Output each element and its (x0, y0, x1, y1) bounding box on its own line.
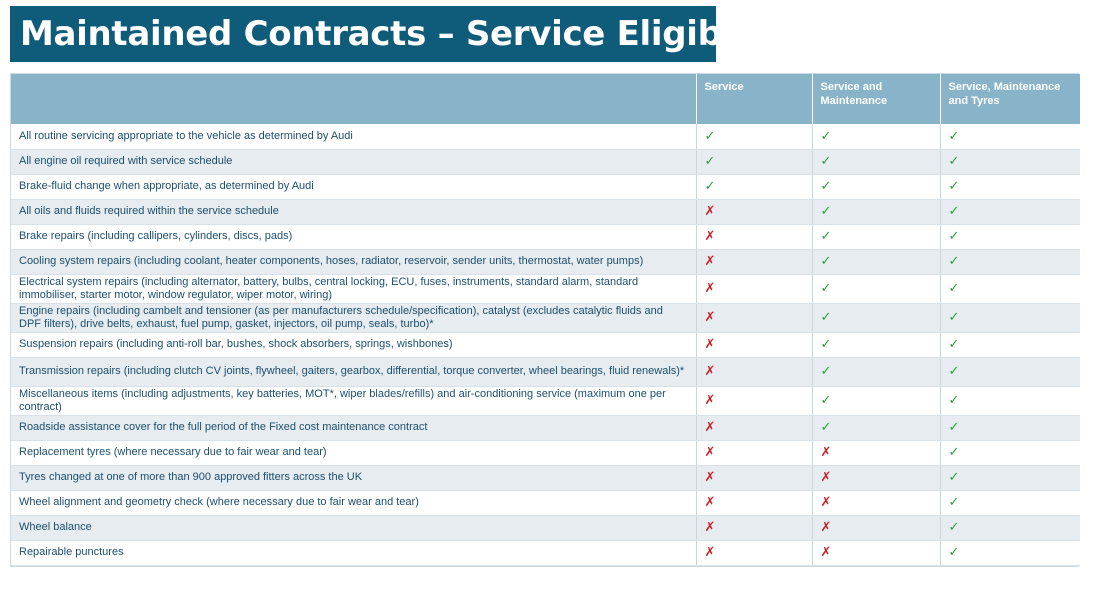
check-icon: ✓ (704, 153, 716, 168)
cell-service-maintenance-tyres (940, 515, 1080, 540)
row-label: Wheel alignment and geometry check (where necessary due to fair wear and tear) (11, 490, 696, 515)
check-icon: ✓ (948, 178, 960, 193)
table-row (11, 540, 1080, 565)
table-row (11, 515, 1080, 540)
cell-service (696, 249, 812, 274)
row-label: Repairable punctures (11, 540, 696, 565)
row-label: Cooling system repairs (including coolant, heater components, hoses, radiator, reservoir, sender units, thermostat, water pumps) (11, 249, 696, 274)
cell-service-maintenance (812, 303, 940, 332)
cell-service-maintenance-tyres (940, 149, 1080, 174)
row-label: All routine servicing appropriate to the vehicle as determined by Audi (11, 124, 696, 149)
cell-service (696, 357, 812, 386)
cross-icon: ✗ (704, 203, 716, 218)
check-icon: ✓ (820, 178, 832, 193)
check-icon: ✓ (820, 392, 832, 407)
cell-service-maintenance (812, 386, 940, 415)
cross-icon: ✗ (704, 253, 716, 268)
table-row (11, 357, 1080, 386)
cross-icon: ✗ (704, 444, 716, 459)
check-icon: ✓ (948, 228, 960, 243)
cell-service-maintenance-tyres (940, 249, 1080, 274)
page-title: Maintained Contracts – Service Eligibility (20, 14, 794, 54)
table-row (11, 440, 1080, 465)
table-body (11, 124, 1080, 565)
cell-service-maintenance-tyres (940, 490, 1080, 515)
check-icon: ✓ (820, 228, 832, 243)
table-row (11, 465, 1080, 490)
cross-icon: ✗ (820, 544, 832, 559)
cross-icon: ✗ (704, 280, 716, 295)
check-icon: ✓ (948, 280, 960, 295)
cell-service-maintenance-tyres (940, 224, 1080, 249)
check-icon: ✓ (948, 392, 960, 407)
cell-service (696, 303, 812, 332)
cell-service (696, 174, 812, 199)
cross-icon: ✗ (704, 519, 716, 534)
check-icon: ✓ (820, 253, 832, 268)
check-icon: ✓ (820, 309, 832, 324)
row-label: Transmission repairs (including clutch CV joints, flywheel, gaiters, gearbox, differential, torque converter, wheel bearings, fluid renewals)* (11, 357, 696, 386)
cell-service-maintenance (812, 465, 940, 490)
cross-icon: ✗ (704, 363, 716, 378)
header-service-maintenance: Service and Maintenance (812, 74, 940, 124)
table-row (11, 149, 1080, 174)
check-icon: ✓ (948, 127, 960, 143)
row-label: All engine oil required with service schedule (11, 149, 696, 174)
check-icon: ✓ (948, 153, 960, 168)
cell-service (696, 274, 812, 303)
cross-icon: ✗ (704, 336, 716, 351)
table-row (11, 199, 1080, 224)
cell-service (696, 386, 812, 415)
cell-service (696, 540, 812, 565)
table-row (11, 274, 1080, 303)
cell-service-maintenance (812, 357, 940, 386)
check-icon: ✓ (948, 469, 960, 484)
check-icon: ✓ (948, 309, 960, 324)
cell-service-maintenance-tyres (940, 274, 1080, 303)
cell-service-maintenance (812, 490, 940, 515)
table-row (11, 303, 1080, 332)
cell-service-maintenance-tyres (940, 415, 1080, 440)
row-label: Engine repairs (including cambelt and tensioner (as per manufacturers schedule/specification), catalyst (excludes catalytic fluids and DPF filters), drive belts, exhaust, fuel pump, gasket, injectors, oil pump, seals, turbo)* (11, 303, 696, 332)
cross-icon: ✗ (704, 228, 716, 243)
cell-service (696, 415, 812, 440)
table-row (11, 124, 1080, 149)
table-row (11, 490, 1080, 515)
row-label: Roadside assistance cover for the full period of the Fixed cost maintenance contract (11, 415, 696, 440)
cell-service-maintenance (812, 274, 940, 303)
check-icon: ✓ (820, 127, 832, 143)
table-row (11, 249, 1080, 274)
table-row (11, 386, 1080, 415)
cell-service (696, 199, 812, 224)
cell-service-maintenance-tyres (940, 303, 1080, 332)
cell-service (696, 515, 812, 540)
row-label: All oils and fluids required within the service schedule (11, 199, 696, 224)
table-row (11, 174, 1080, 199)
row-label: Brake-fluid change when appropriate, as determined by Audi (11, 174, 696, 199)
cross-icon: ✗ (820, 494, 832, 509)
cell-service-maintenance-tyres (940, 357, 1080, 386)
cell-service (696, 124, 812, 149)
cell-service-maintenance (812, 249, 940, 274)
cross-icon: ✗ (704, 494, 716, 509)
cell-service-maintenance-tyres (940, 124, 1080, 149)
check-icon: ✓ (948, 444, 960, 459)
check-icon: ✓ (948, 253, 960, 268)
table-row (11, 332, 1080, 357)
cell-service (696, 332, 812, 357)
check-icon: ✓ (820, 419, 832, 434)
header-description (11, 74, 696, 124)
cell-service-maintenance-tyres (940, 540, 1080, 565)
cell-service-maintenance (812, 515, 940, 540)
row-label: Wheel balance (11, 515, 696, 540)
cell-service-maintenance (812, 540, 940, 565)
check-icon: ✓ (820, 153, 832, 168)
cell-service-maintenance-tyres (940, 199, 1080, 224)
cell-service-maintenance (812, 440, 940, 465)
cell-service-maintenance-tyres (940, 386, 1080, 415)
cell-service-maintenance (812, 415, 940, 440)
cell-service-maintenance (812, 174, 940, 199)
check-icon: ✓ (948, 494, 960, 509)
check-icon: ✓ (820, 363, 832, 378)
table-header-row (11, 74, 1080, 124)
cell-service (696, 224, 812, 249)
cross-icon: ✗ (704, 309, 716, 324)
check-icon: ✓ (820, 203, 832, 218)
row-label: Miscellaneous items (including adjustments, key batteries, MOT*, wiper blades/refills) and air-conditioning service (maximum one per contract) (11, 386, 696, 415)
check-icon: ✓ (820, 280, 832, 295)
cross-icon: ✗ (704, 544, 716, 559)
row-label: Suspension repairs (including anti-roll bar, bushes, shock absorbers, springs, wishbones) (11, 332, 696, 357)
cross-icon: ✗ (820, 469, 832, 484)
cell-service-maintenance (812, 224, 940, 249)
cell-service-maintenance-tyres (940, 465, 1080, 490)
cross-icon: ✗ (704, 419, 716, 434)
cell-service (696, 440, 812, 465)
cross-icon: ✗ (820, 519, 832, 534)
check-icon: ✓ (948, 519, 960, 534)
cross-icon: ✗ (820, 444, 832, 459)
row-label: Brake repairs (including callipers, cylinders, discs, pads) (11, 224, 696, 249)
check-icon: ✓ (948, 419, 960, 434)
cell-service-maintenance (812, 332, 940, 357)
check-icon: ✓ (948, 203, 960, 218)
cell-service-maintenance-tyres (940, 332, 1080, 357)
title-banner (10, 6, 794, 62)
check-icon: ✓ (704, 127, 716, 143)
row-label: Replacement tyres (where necessary due to fair wear and tear) (11, 440, 696, 465)
cell-service-maintenance (812, 199, 940, 224)
cell-service-maintenance-tyres (940, 174, 1080, 199)
header-service-maintenance-tyres: Service, Maintenance and Tyres (940, 74, 1080, 124)
table-row (11, 224, 1080, 249)
cell-service-maintenance (812, 149, 940, 174)
check-icon: ✓ (704, 178, 716, 193)
row-label: Electrical system repairs (including alternator, battery, bulbs, central locking, ECU, fuses, instruments, standard alarm, standard immobiliser, starter motor, window regulator, wiper motor, wiring) (11, 274, 696, 303)
eligibility-table (10, 73, 1079, 567)
cell-service (696, 465, 812, 490)
cell-service (696, 490, 812, 515)
check-icon: ✓ (948, 544, 960, 559)
cell-service-maintenance (812, 124, 940, 149)
check-icon: ✓ (948, 363, 960, 378)
row-label: Tyres changed at one of more than 900 approved fitters across the UK (11, 465, 696, 490)
cell-service-maintenance-tyres (940, 440, 1080, 465)
cross-icon: ✗ (704, 392, 716, 407)
check-icon: ✓ (948, 336, 960, 351)
cell-service (696, 149, 812, 174)
header-service: Service (696, 74, 812, 124)
check-icon: ✓ (820, 336, 832, 351)
cross-icon: ✗ (704, 469, 716, 484)
table-row (11, 415, 1080, 440)
